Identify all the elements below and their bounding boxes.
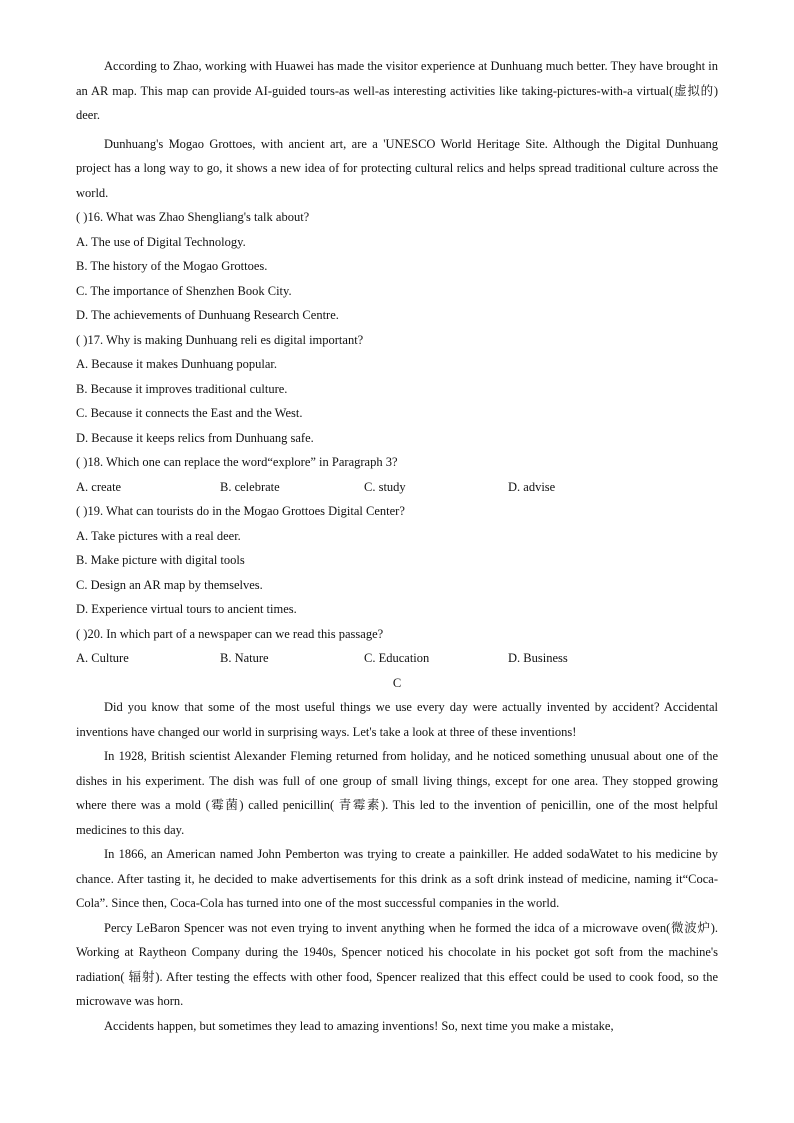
- question-17-option-b: B. Because it improves traditional culture.: [76, 381, 288, 396]
- passage-c-paragraph: Percy LeBaron Spencer was not even trying to invent anything when he formed the idca of a microwave oven(微波炉). Working at Raytheon Company during the 1940s, Spencer noticed his chocolate in his pocket got soft from the machine's radiation( 辐射). After testing the effects with other food, Spencer realized that this effect could be used to cook food, so the microwave was horn.: [76, 920, 718, 1008]
- document-page: [76, 54, 718, 1038]
- question-16-option-d: D. The achievements of Dunhuang Research Centre.: [76, 308, 339, 322]
- question-16-option-c: C. The importance of Shenzhen Book City.: [76, 283, 292, 298]
- question-18-option-b: B. celebrate: [220, 479, 280, 494]
- passage-c-paragraph: Accidents happen, but sometimes they lead to amazing inventions! So, next time you make a mistake,: [104, 1018, 614, 1033]
- question-20-option-b: B. Nature: [220, 651, 269, 665]
- question-18-options: [76, 475, 718, 500]
- question-19-option-a: A. Take pictures with a real deer.: [76, 528, 241, 543]
- question-16-option-a: A. The use of Digital Technology.: [76, 234, 246, 249]
- question-16-stem: ( )16. What was Zhao Shengliang's talk about?: [76, 210, 310, 224]
- passage-b-paragraph: According to Zhao, working with Huawei has made the visitor experience at Dunhuang much better. They have brought in an AR map. This map can provide AI-guided tours-as well-as interesting activities like taking-pictures-with-a virtual(虚拟的) deer.: [76, 59, 718, 122]
- passage-c-paragraph: In 1866, an American named John Pemberton was trying to create a painkiller. He added sodaWatet to his medicine by chance. After tasting it, he decided to make advertisements for this drink as a soft drink instead of medicine, naming it“Coca-Cola”. Since then, Coca-Cola has turned into one of the most successful companies in the world.: [76, 847, 718, 910]
- question-17-option-d: D. Because it keeps relics from Dunhuang safe.: [76, 430, 314, 445]
- passage-b-paragraph: Dunhuang's Mogao Grottoes, with ancient art, are a 'UNESCO World Heritage Site. Although the Digital Dunhuang project has a long way to go, it shows a new idea of for protecting cultural relics and helps spread traditional culture across the world.: [76, 136, 718, 200]
- section-heading-c: C: [392, 675, 402, 690]
- question-19-option-b: B. Make picture with digital tools: [76, 553, 245, 567]
- question-20-option-c: C. Education: [364, 651, 430, 665]
- question-19-option-c: C. Design an AR map by themselves.: [76, 577, 263, 592]
- question-17-stem: ( )17. Why is making Dunhuang reli es digital important?: [76, 332, 364, 347]
- question-19-option-d: D. Experience virtual tours to ancient times.: [76, 602, 297, 616]
- question-17-option-c: C. Because it connects the East and the West.: [76, 406, 303, 420]
- passage-c-paragraph: Did you know that some of the most useful things we use every day were actually invented by accident? Accidental inventions have changed our world in surprising ways. Let's take a look at three of these inventions!: [76, 700, 718, 739]
- question-18-option-a: A. create: [76, 479, 122, 494]
- question-20-options: [76, 646, 718, 671]
- question-17-option-a: A. Because it makes Dunhuang popular.: [76, 357, 277, 371]
- question-20-option-d: D. Business: [508, 651, 568, 665]
- question-18-stem: ( )18. Which one can replace the word“explore” in Paragraph 3?: [76, 455, 398, 469]
- question-16-option-b: B. The history of the Mogao Grottoes.: [76, 259, 268, 273]
- question-18-option-c: C. study: [364, 479, 406, 494]
- question-18-option-d: D. advise: [508, 479, 556, 494]
- question-20-stem: ( )20. In which part of a newspaper can we read this passage?: [76, 626, 384, 641]
- passage-c-paragraph: In 1928, British scientist Alexander Fleming returned from holiday, and he noticed something unusual about one of the dishes in his experiment. The dish was full of one group of small living things, except for one area. They stopped growing where there was a mold (霉菌) called penicillin( 青霉素). This led to the invention of penicillin, one of the most helpful medicines to this day.: [76, 749, 718, 837]
- question-19-stem: ( )19. What can tourists do in the Mogao Grottoes Digital Center?: [76, 504, 405, 518]
- question-20-option-a: A. Culture: [76, 651, 129, 665]
